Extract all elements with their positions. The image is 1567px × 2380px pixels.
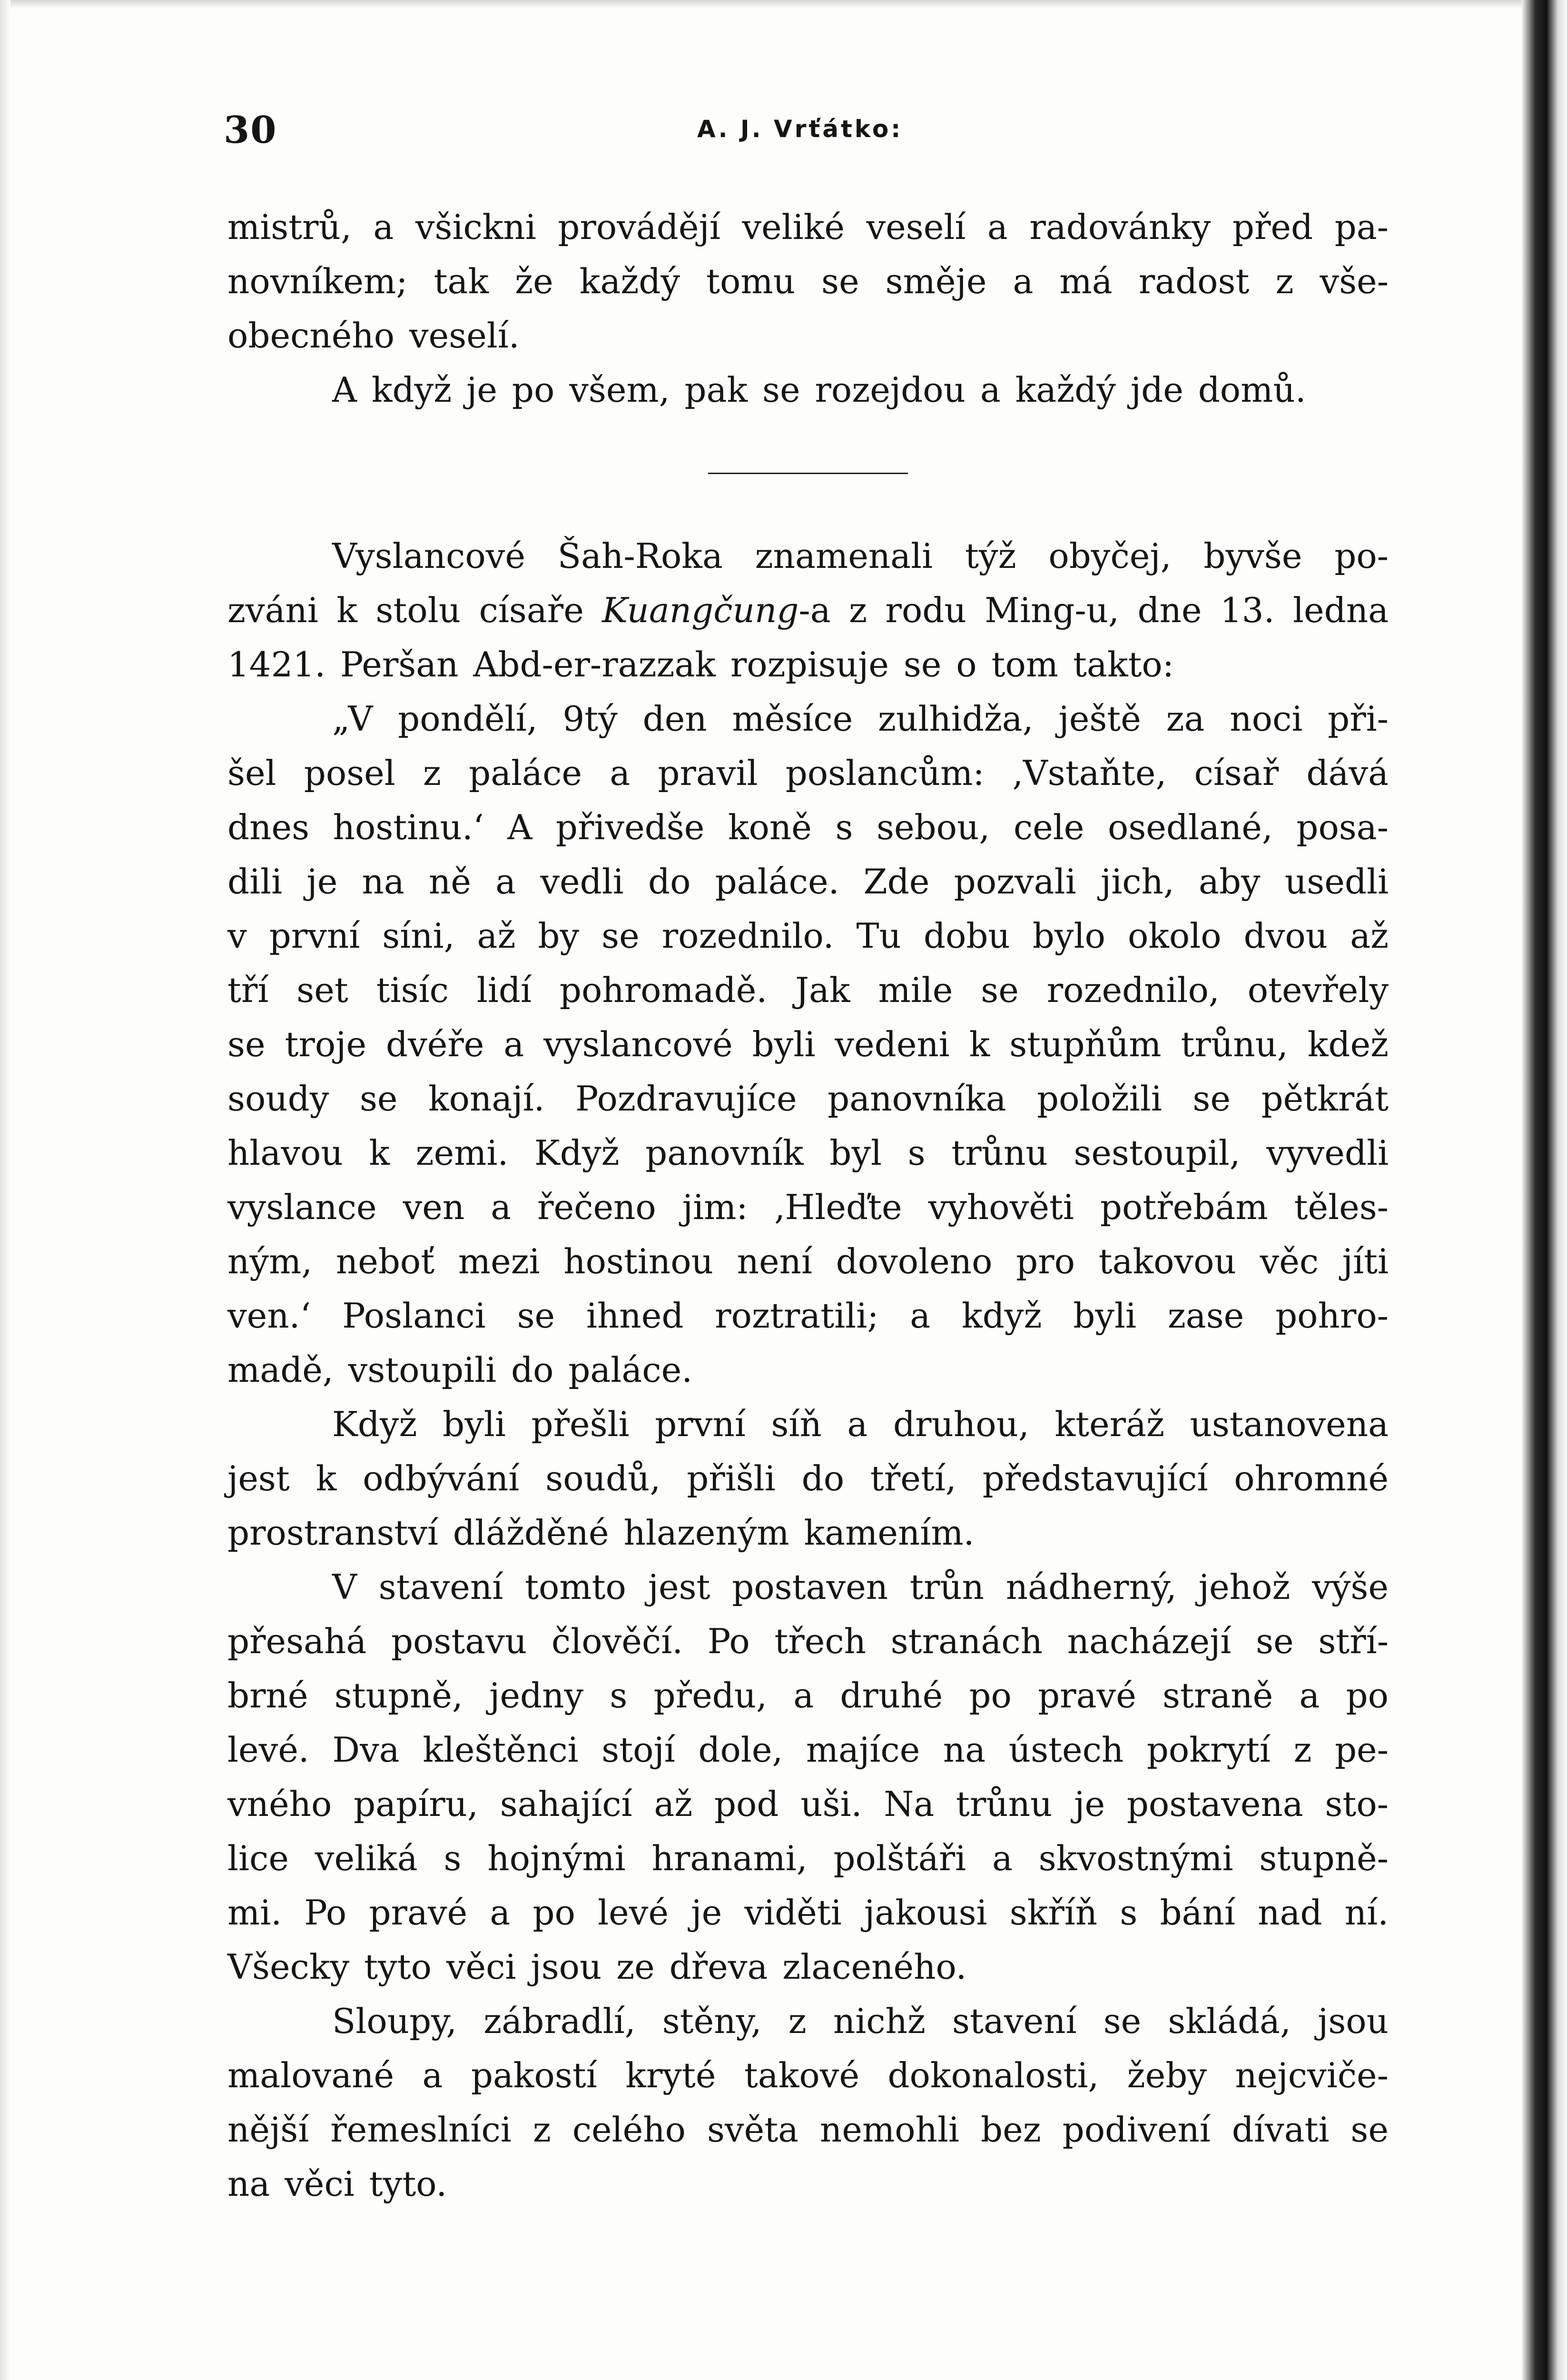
running-head: A. J. Vrťátko: (697, 115, 903, 143)
text-line: vného papíru, sahající až pod uši. Na trůnu je postavena sto- (227, 1784, 1389, 1824)
text-line: dili je na ně a vedli do paláce. Zde pozvali jich, aby usedli (227, 862, 1389, 902)
text-segment: zváni k stolu císaře (227, 590, 602, 630)
text-line: soudy se konají. Pozdravujíce panovníka položili se pětkrát (227, 1079, 1389, 1119)
text-line: levé. Dva kleštěnci stojí dole, majíce na ústech pokrytí z pe- (227, 1730, 1389, 1770)
page-header (224, 109, 1394, 166)
text-line: obecného veselí. (227, 316, 520, 356)
body-text (227, 200, 1389, 2211)
text-line: dnes hostinu.‘ A přivedše koně s sebou, cele osedlané, posa- (227, 807, 1389, 847)
text-line: prostranství dlážděné hlazeným kamením. (227, 1513, 975, 1553)
text-line: mistrů, a všickni provádějí veliké veselí a radovánky před pa- (227, 207, 1389, 247)
text-line: tří set tisíc lidí pohromadě. Jak mile se rozednilo, otevřely (227, 970, 1389, 1010)
text-line: madě, vstoupili do paláce. (227, 1350, 693, 1390)
text-line: nější řemeslníci z celého světa nemohli bez podivení dívati se (227, 2110, 1389, 2150)
text-line: mi. Po pravé a po levé je viděti jakousi skříň s bání nad ní. (227, 1893, 1389, 1933)
text-line: ným, neboť mezi hostinou není dovoleno pro takovou věc jíti (227, 1241, 1389, 1281)
text-line: na věci tyto. (227, 2164, 447, 2204)
text-segment: -a z rodu Ming-u, dne 13. ledna (798, 590, 1389, 630)
scan-edge-left (0, 0, 10, 2380)
text-line: v první síni, až by se rozednilo. Tu dobu bylo okolo dvou až (227, 916, 1389, 956)
text-line: ven.‘ Poslanci se ihned roztratili; a když byli zase pohro- (227, 1296, 1389, 1336)
text-line: se troje dvéře a vyslancové byli vedeni k stupňům trůnu, kdež (227, 1024, 1389, 1064)
text-line: Všecky tyto věci jsou ze dřeva zlaceného. (227, 1947, 967, 1987)
text-line: Když byli přešli první síň a druhou, kteráž ustanovena (332, 1404, 1389, 1444)
text-line: lice veliká s hojnými hranami, polštáři a skvostnými stupně- (227, 1838, 1389, 1878)
italic-name: Kuangčung (602, 590, 799, 630)
text-line: V stavení tomto jest postaven trůn nádherný, jehož výše (332, 1567, 1389, 1607)
text-line: novníkem; tak že každý tomu se směje a má radost z vše- (227, 261, 1389, 301)
text-line: malované a pakostí kryté takové dokonalosti, žeby nejcviče- (227, 2055, 1389, 2095)
text-line: šel posel z paláce a pravil poslancům: ‚Vstaňte, císař dává (227, 753, 1389, 793)
text-line: přesahá postavu člověčí. Po třech stranách nacházejí se stří- (227, 1621, 1389, 1661)
text-line: Vyslancové Šah-Roka znamenali týž obyčej, byvše po- (332, 536, 1389, 576)
scan-edge-right (1522, 0, 1567, 2380)
text-line: brné stupně, jedny s předu, a druhé po pravé straně a po (227, 1676, 1389, 1716)
text-line: vyslance ven a řečeno jim: ‚Hleďte vyhověti potřebám těles- (227, 1187, 1389, 1227)
text-line: 1421. Peršan Abd-er-razzak rozpisuje se o tom takto: (227, 645, 1174, 684)
text-line: jest k odbývání soudů, přišli do třetí, představující ohromné (227, 1458, 1389, 1498)
text-line-mixed (227, 583, 1389, 637)
section-divider (708, 473, 908, 474)
page-number: 30 (224, 109, 277, 152)
scan-edge-top (0, 0, 1523, 9)
text-line: A když je po všem, pak se rozejdou a každý jde domů. (332, 370, 1306, 410)
text-line: hlavou k zemi. Když panovník byl s trůnu sestoupil, vyvedli (227, 1133, 1389, 1173)
text-line: Sloupy, zábradlí, stěny, z nichž stavení se skládá, jsou (332, 2001, 1389, 2041)
text-line: „V pondělí, 9tý den měsíce zulhidža, ještě za noci při- (332, 699, 1389, 739)
